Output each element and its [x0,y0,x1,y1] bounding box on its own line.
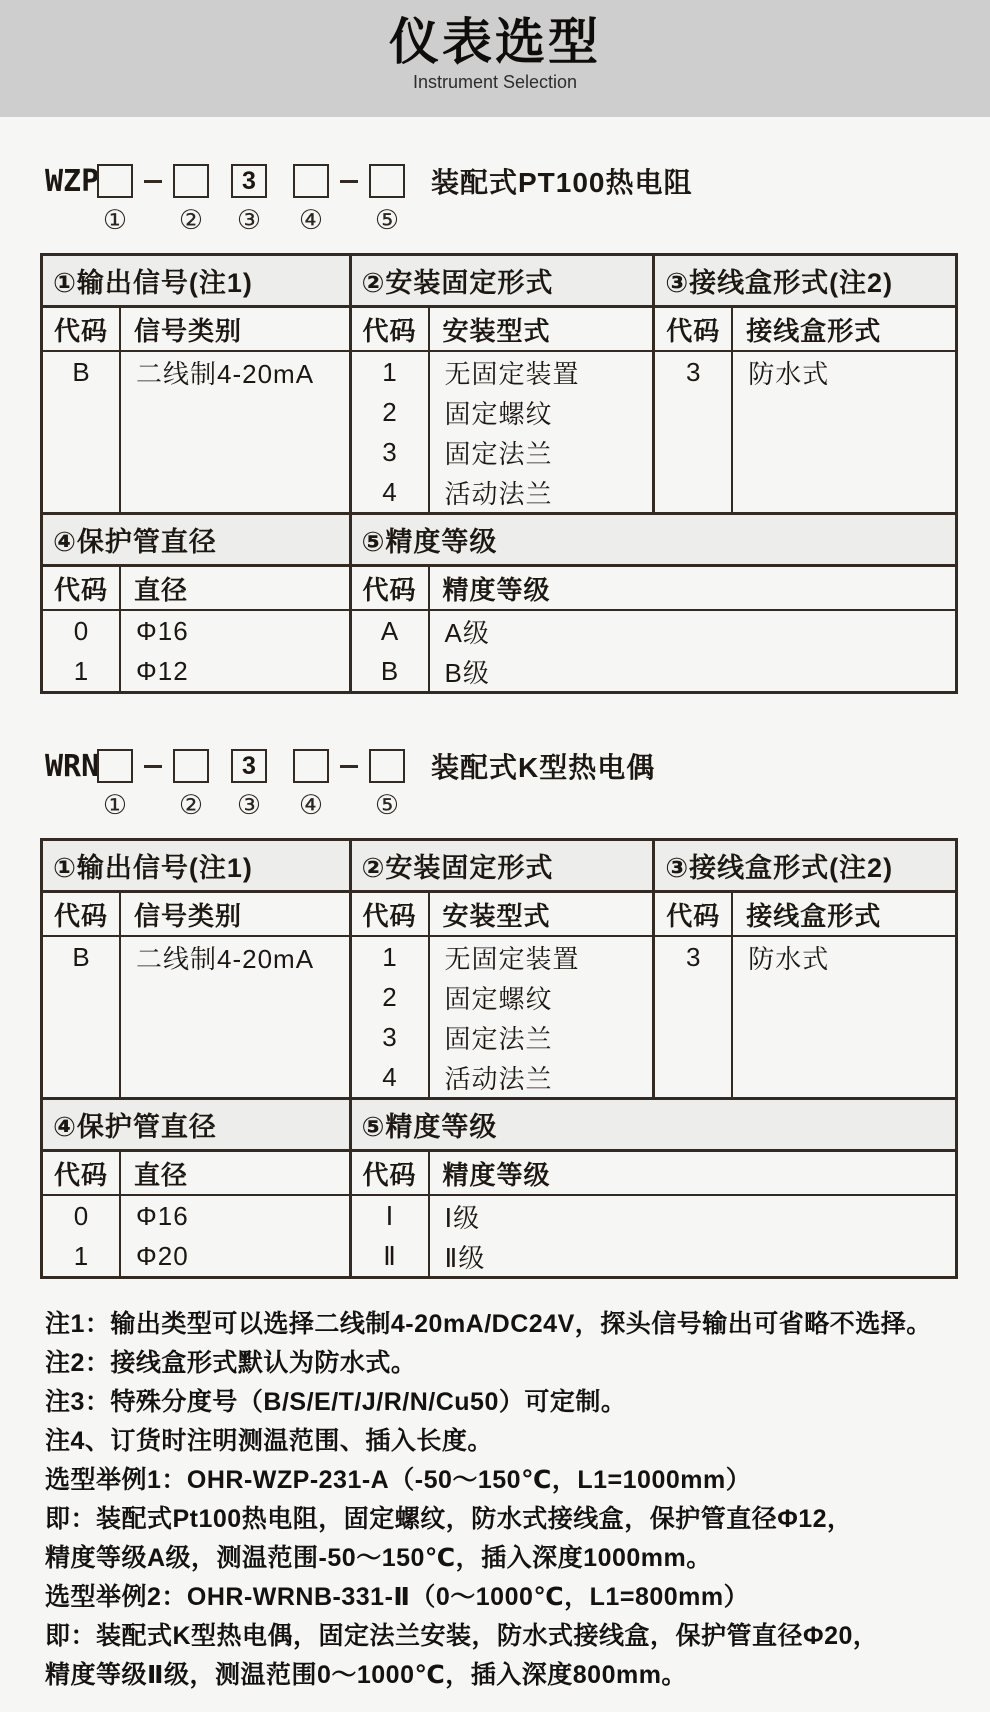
section-output-signal [43,841,349,1097]
position-marker-5: ⑤ [374,205,400,235]
col-header-label: 信号类别 [121,893,349,937]
col-header-code: 代码 [352,893,428,937]
note-line: 即：装配式Pt100热电阻，固定螺纹，防水式接线盒，保护管直径Φ12， [45,1505,853,1533]
col-header-code: 代码 [43,567,119,611]
label-value: Ⅰ级 [444,1202,481,1233]
model-box-5 [369,164,405,198]
code-value: 1 [73,1240,89,1271]
section-accuracy [349,515,955,691]
section-title: ②安装固定形式 [352,256,653,308]
label-value: Φ20 [136,1240,189,1271]
position-marker-3: ③ [236,790,262,820]
code-value: 1 [382,941,397,972]
model-box-4 [293,749,329,783]
col-header-label: 精度等级 [430,1152,955,1196]
label-value: 固定法兰 [444,1023,553,1054]
section-title: ①输出信号(注1) [43,841,349,893]
code-value: A [380,615,399,646]
code-value: 0 [73,615,89,646]
code-value: 3 [685,356,701,387]
label-value: Φ16 [136,615,189,646]
label-value: 固定法兰 [444,438,553,469]
model-code-row [45,163,990,199]
col-header-label: 接线盒形式 [733,893,955,937]
position-marker-1: ① [102,205,128,235]
note-line: 精度等级Ⅱ级，测温范围0～1000℃，插入深度800mm。 [45,1661,687,1689]
dash-separator [133,765,173,768]
model-box-4 [293,164,329,198]
position-marker-4: ④ [298,205,324,235]
col-header-label: 直径 [121,567,349,611]
col-header-code: 代码 [352,1152,428,1196]
page-subtitle: Instrument Selection [412,72,578,92]
position-marker-3: ③ [236,205,262,235]
col-header-code: 代码 [352,308,428,352]
code-value: 3 [382,436,397,467]
note-line: 注3：特殊分度号（B/S/E/T/J/R/N/Cu50）可定制。 [45,1388,627,1416]
section-mounting [349,256,653,512]
model-code-wrn [45,748,990,830]
model-prefix: WRN [45,748,100,784]
selection-table-wzp [40,253,958,694]
section-title: ③接线盒形式(注2) [655,256,955,308]
code-value: 3 [685,941,701,972]
model-prefix: WZP [45,163,100,199]
note-line: 注2：接线盒形式默认为防水式。 [45,1349,417,1377]
section-title: ①输出信号(注1) [43,256,349,308]
col-header-code: 代码 [43,1152,119,1196]
section-tube-diameter [43,1100,349,1276]
model-box-2 [173,164,209,198]
model-box-3: 3 [231,164,267,198]
label-value: 二线制4-20mA [136,943,315,974]
section-title: ⑤精度等级 [352,1100,955,1152]
notes-block [45,1305,990,1695]
code-value: 3 [382,1021,397,1052]
model-code-row [45,748,990,784]
model-box-2 [173,749,209,783]
col-header-label: 安装型式 [430,308,653,352]
note-line: 选型举例2：OHR-WRNB-331-Ⅱ（0～1000℃，L1=800mm） [45,1583,750,1611]
section-title: ④保护管直径 [43,1100,349,1152]
label-value: 活动法兰 [444,478,553,509]
position-marker-4: ④ [298,790,324,820]
table-bottom-sections [43,512,955,691]
code-value: 4 [382,476,397,507]
code-value: B [380,655,399,686]
code-value: B [72,941,90,972]
note-line: 选型举例1：OHR-WZP-231-A（-50～150℃，L1=1000mm） [45,1466,752,1494]
note-line: 注4、订货时注明测温范围、插入长度。 [45,1427,493,1455]
note-line: 注1：输出类型可以选择二线制4-20mA/DC24V，探头信号输出可省略不选择。 [45,1310,932,1338]
label-value: 二线制4-20mA [136,358,315,389]
code-value: Ⅰ [385,1200,394,1231]
position-marker-1: ① [102,790,128,820]
label-value: Φ16 [136,1200,189,1231]
label-value: Φ12 [136,655,189,686]
section-mounting [349,841,653,1097]
col-header-code: 代码 [655,893,731,937]
model-box-5 [369,749,405,783]
dash-separator [329,765,369,768]
section-tube-diameter [43,515,349,691]
section-accuracy [349,1100,955,1276]
page-banner [0,0,990,117]
section-output-signal [43,256,349,512]
code-value: 1 [382,356,397,387]
col-header-code: 代码 [655,308,731,352]
label-value: B级 [444,657,490,688]
section-title: ②安装固定形式 [352,841,653,893]
code-value: 0 [73,1200,89,1231]
label-value: 防水式 [748,358,830,389]
table-bottom-sections [43,1097,955,1276]
page-title: 仪表选型 [389,14,601,70]
code-value: 4 [382,1061,397,1092]
table-top-sections [43,256,955,512]
model-description: 装配式K型热电偶 [431,752,656,783]
label-value: A级 [444,617,490,648]
col-header-code: 代码 [43,893,119,937]
section-junction-box [652,841,955,1097]
label-value: 无固定装置 [444,358,580,389]
col-header-label: 接线盒形式 [733,308,955,352]
code-value: 1 [73,655,89,686]
col-header-label: 直径 [121,1152,349,1196]
label-value: 活动法兰 [444,1063,553,1094]
code-value: B [72,356,90,387]
label-value: 无固定装置 [444,943,580,974]
model-box-1 [97,749,133,783]
label-value: 固定螺纹 [444,983,553,1014]
position-marker-5: ⑤ [374,790,400,820]
label-value: 防水式 [748,943,830,974]
col-header-label: 安装型式 [430,893,653,937]
col-header-code: 代码 [352,567,428,611]
model-box-1 [97,164,133,198]
col-header-label: 精度等级 [430,567,955,611]
label-value: 固定螺纹 [444,398,553,429]
model-box-3: 3 [231,749,267,783]
selection-table-wrn [40,838,958,1279]
position-marker-2: ② [178,790,204,820]
table-top-sections [43,841,955,1097]
col-header-code: 代码 [43,308,119,352]
position-marker-2: ② [178,205,204,235]
section-title: ⑤精度等级 [352,515,955,567]
dash-separator [133,180,173,183]
col-header-label: 信号类别 [121,308,349,352]
label-value: Ⅱ级 [444,1242,486,1273]
section-junction-box [652,256,955,512]
dash-separator [329,180,369,183]
model-description: 装配式PT100热电阻 [431,167,693,198]
code-value: 2 [382,981,397,1012]
note-line: 即：装配式K型热电偶，固定法兰安装，防水式接线盒，保护管直径Φ20， [45,1622,879,1650]
section-title: ④保护管直径 [43,515,349,567]
model-code-wzp [45,163,990,245]
note-line: 精度等级A级，测温范围-50～150℃，插入深度1000mm。 [45,1544,712,1572]
code-value: 2 [382,396,397,427]
section-title: ③接线盒形式(注2) [655,841,955,893]
code-value: Ⅱ [383,1240,396,1271]
